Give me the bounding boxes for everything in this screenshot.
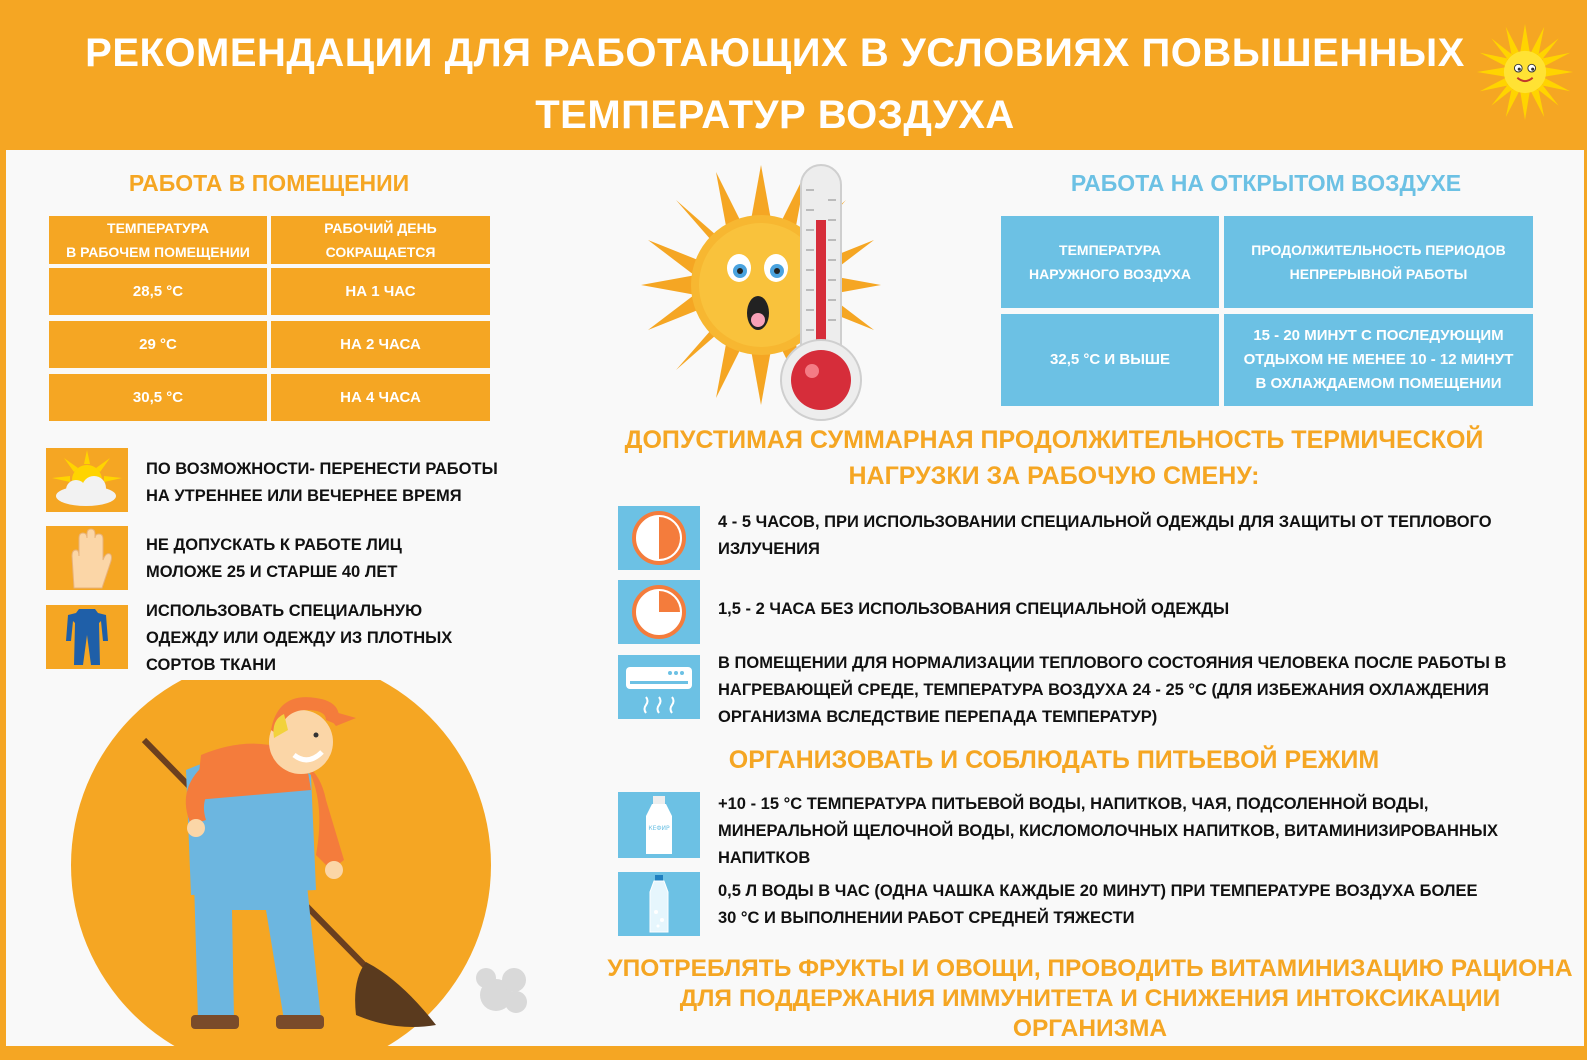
indoor-row-3-reduce: НА 4 ЧАСА: [271, 374, 490, 421]
outdoor-row-l1: 15 - 20 МИНУТ С ПОСЛЕДУЮЩИМ: [1253, 327, 1504, 344]
smiling-sun-icon: [1477, 24, 1573, 120]
vitamins-recommendation: [600, 954, 1580, 1044]
indoor-row-1-temp: 28,5 °С: [49, 268, 267, 315]
indoor-section-title: РАБОТА В ПОМЕЩЕНИИ: [128, 170, 410, 196]
indoor-header-red-l1: РАБОЧИЙ ДЕНЬ: [324, 220, 437, 236]
rec-3-line-2: ОДЕЖДУ ИЛИ ОДЕЖДУ ИЗ ПЛОТНЫХ: [146, 629, 453, 647]
vitamins-l1: УПОТРЕБЛЯТЬ ФРУКТЫ И ОВОЩИ, ПРОВОДИТЬ ВИТАМИНИЗАЦИЮ РАЦИОНА: [607, 955, 1573, 982]
rec-1-line-2: НА УТРЕННЕЕ ИЛИ ВЕЧЕРНЕЕ ВРЕМЯ: [146, 487, 462, 505]
outdoor-header-dur-l2: НЕПРЕРЫВНОЙ РАБОТЫ: [1289, 266, 1468, 282]
drinking-title: ОРГАНИЗОВАТЬ И СОБЛЮДАТЬ ПИТЬЕВОЙ РЕЖИМ: [728, 746, 1380, 774]
indoor-header-reduction: [271, 216, 490, 264]
indoor-header-temperature: [49, 216, 267, 264]
rec-2-line-2: МОЛОЖЕ 25 И СТАРШЕ 40 ЛЕТ: [146, 563, 398, 581]
rec-clothing-text: [146, 598, 452, 679]
bottle-label: КЕФИР: [648, 825, 670, 832]
thermal-item-2-text: [718, 596, 1229, 623]
drinking-1-l3: НАПИТКОВ: [718, 849, 811, 867]
air-conditioner-icon: [618, 655, 700, 719]
indoor-header-temp-l1: ТЕМПЕРАТУРА: [107, 220, 209, 236]
thermal-3-l1: В ПОМЕЩЕНИИ ДЛЯ НОРМАЛИЗАЦИИ ТЕПЛОВОГО СОСТОЯНИЯ ЧЕЛОВЕКА ПОСЛЕ РАБОТЫ В: [718, 654, 1507, 672]
outdoor-row-l3: В ОХЛАЖДАЕМОМ ПОМЕЩЕНИИ: [1255, 375, 1502, 392]
thermal-1-l2: ИЗЛУЧЕНИЯ: [718, 540, 820, 558]
indoor-row-2-reduce: НА 2 ЧАСА: [271, 321, 490, 368]
thermal-title-l1: ДОПУСТИМАЯ СУММАРНАЯ ПРОДОЛЖИТЕЛЬНОСТЬ ТЕРМИЧЕСКОЙ: [624, 426, 1484, 454]
drinking-1-l2: МИНЕРАЛЬНОЙ ЩЕЛОЧНОЙ ВОДЫ, КИСЛОМОЛОЧНЫХ НАПИТКОВ, ВИТАМИНИЗИРОВАННЫХ: [718, 822, 1499, 840]
indoor-row-1-reduce: НА 1 ЧАС: [271, 268, 490, 315]
sun-cloud-icon: [46, 448, 128, 512]
worker-sweeping-illustration: [26, 680, 546, 1046]
clock-icon: [618, 580, 700, 644]
hand-stop-icon: [46, 526, 128, 590]
vitamins-l3: ОРГАНИЗМА: [1012, 1015, 1168, 1042]
clock-icon: [618, 506, 700, 570]
rec-3-line-3: СОРТОВ ТКАНИ: [146, 656, 276, 674]
outdoor-row-l2: ОТДЫХОМ НЕ МЕНЕЕ 10 - 12 МИНУТ: [1243, 351, 1514, 368]
outdoor-header-temp-l1: ТЕМПЕРАТУРА: [1059, 242, 1161, 258]
milk-bottle-icon: [618, 792, 700, 858]
outdoor-header-dur-l1: ПРОДОЛЖИТЕЛЬНОСТЬ ПЕРИОДОВ: [1251, 242, 1506, 258]
page-title: [60, 22, 1490, 146]
outdoor-row-duration: [1224, 314, 1533, 406]
title-line-2: ТЕМПЕРАТУР ВОЗДУХА: [535, 93, 1015, 137]
rec-age-text: [146, 532, 402, 586]
rec-1-line-1: ПО ВОЗМОЖНОСТИ- ПЕРЕНЕСТИ РАБОТЫ: [146, 460, 498, 478]
indoor-header-temp-l2: В РАБОЧЕМ ПОМЕЩЕНИИ: [66, 244, 250, 260]
indoor-row-3-temp: 30,5 °С: [49, 374, 267, 421]
outdoor-header-temperature: [1001, 216, 1219, 308]
indoor-header-red-l2: СОКРАЩАЕТСЯ: [325, 244, 436, 260]
drinking-item-1-text: [718, 791, 1498, 872]
thermal-item-1-text: [718, 509, 1492, 563]
water-bottle-icon: [618, 872, 700, 936]
outdoor-header-duration: [1224, 216, 1533, 308]
content-area: [6, 150, 1584, 1046]
thermal-2-l1: 1,5 - 2 ЧАСА БЕЗ ИСПОЛЬЗОВАНИЯ СПЕЦИАЛЬНОЙ ОДЕЖДЫ: [718, 600, 1230, 618]
thermal-load-title: [604, 422, 1504, 494]
overalls-icon: [46, 605, 128, 669]
header-banner: [0, 0, 1587, 148]
thermal-1-l1: 4 - 5 ЧАСОВ, ПРИ ИСПОЛЬЗОВАНИИ СПЕЦИАЛЬНОЙ ОДЕЖДЫ ДЛЯ ЗАЩИТЫ ОТ ТЕПЛОВОГО: [718, 513, 1492, 531]
outdoor-row-temp: 32,5 °С И ВЫШЕ: [1001, 314, 1219, 406]
rec-2-line-1: НЕ ДОПУСКАТЬ К РАБОТЕ ЛИЦ: [146, 536, 402, 554]
thermal-3-l2: НАГРЕВАЮЩЕЙ СРЕДЕ, ТЕМПЕРАТУРА ВОЗДУХА 24 - 25 °С (ДЛЯ ИЗБЕЖАНИЯ ОХЛАЖДЕНИЯ: [718, 681, 1489, 699]
outdoor-section-title: РАБОТА НА ОТКРЫТОМ ВОЗДУХЕ: [1070, 170, 1462, 196]
rec-reschedule-text: [146, 456, 498, 510]
thermal-3-l3: ОРГАНИЗМА ВСЛЕДСТВИЕ ПЕРЕПАДА ТЕМПЕРАТУР): [718, 708, 1158, 726]
drinking-item-2-text: [718, 878, 1477, 932]
hot-sun-thermometer-illustration: [636, 160, 906, 430]
rec-3-line-1: ИСПОЛЬЗОВАТЬ СПЕЦИАЛЬНУЮ: [146, 602, 423, 620]
drinking-2-l2: 30 °С И ВЫПОЛНЕНИИ РАБОТ СРЕДНЕЙ ТЯЖЕСТИ: [718, 909, 1135, 927]
thermal-item-3-text: [718, 650, 1506, 731]
thermal-title-l2: НАГРУЗКИ ЗА РАБОЧУЮ СМЕНУ:: [848, 462, 1260, 490]
vitamins-l2: ДЛЯ ПОДДЕРЖАНИЯ ИММУНИТЕТА И СНИЖЕНИЯ ИНТОКСИКАЦИИ: [679, 985, 1501, 1012]
outdoor-header-temp-l2: НАРУЖНОГО ВОЗДУХА: [1029, 266, 1191, 282]
title-line-1: РЕКОМЕНДАЦИИ ДЛЯ РАБОТАЮЩИХ В УСЛОВИЯХ ПОВЫШЕННЫХ: [85, 31, 1465, 75]
indoor-row-2-temp: 29 °С: [49, 321, 267, 368]
drinking-1-l1: +10 - 15 °С ТЕМПЕРАТУРА ПИТЬЕВОЙ ВОДЫ, НАПИТКОВ, ЧАЯ, ПОДСОЛЕННОЙ ВОДЫ,: [718, 795, 1429, 813]
drinking-2-l1: 0,5 Л ВОДЫ В ЧАС (ОДНА ЧАШКА КАЖДЫЕ 20 МИНУТ) ПРИ ТЕМПЕРАТУРЕ ВОЗДУХА БОЛЕЕ: [718, 882, 1478, 900]
